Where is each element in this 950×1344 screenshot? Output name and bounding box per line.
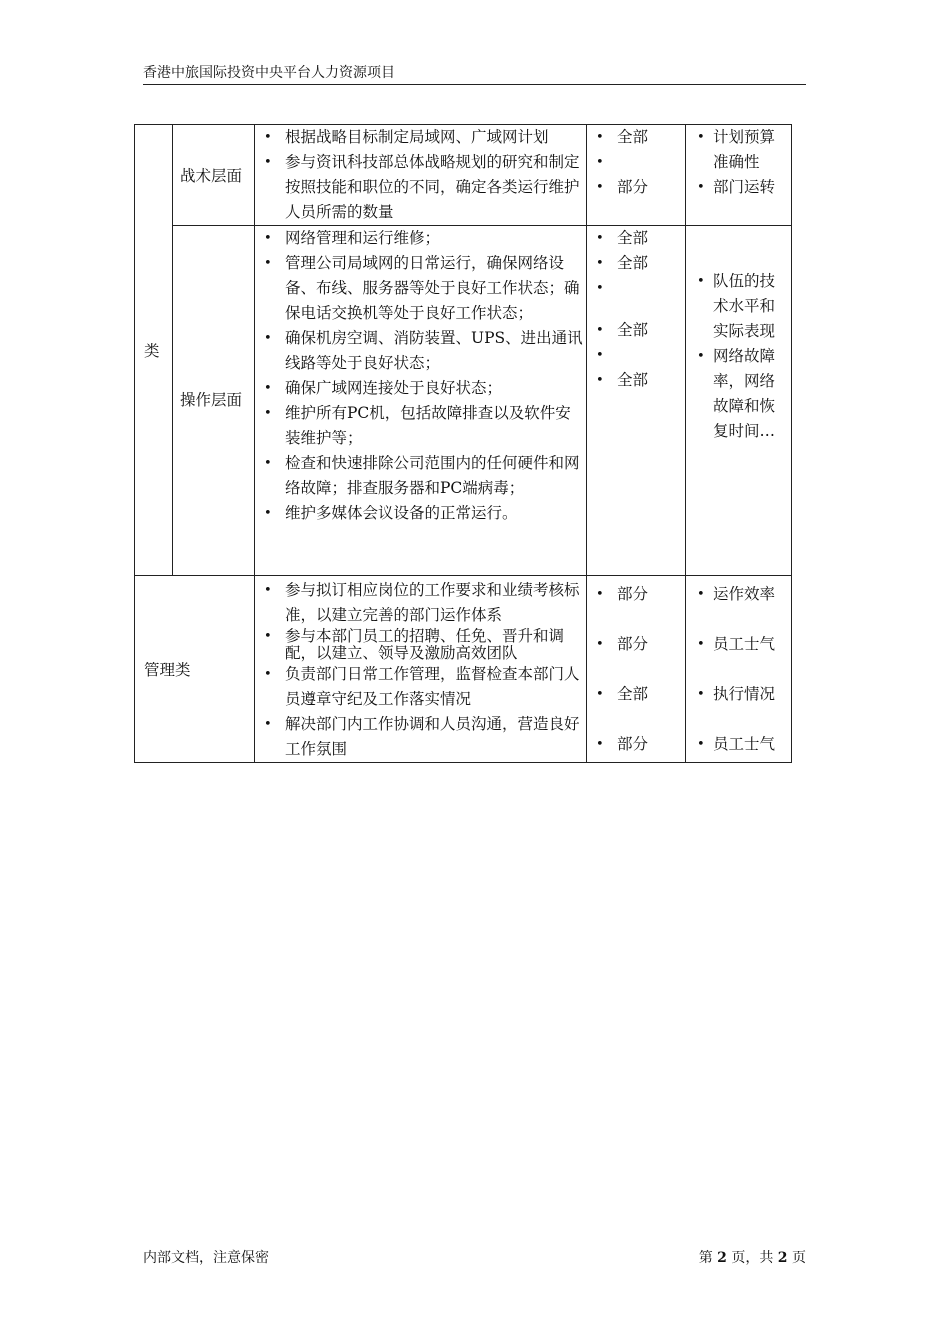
footer-confidential: 内部文档，注意保密 (143, 1250, 269, 1266)
list-item: • 管理公司局域网的日常运行，确保网络设备、布线、服务器等处于良好工作状态；确保电话交换机等处于良好工作状态； (255, 251, 586, 326)
list-item: • 部分 (587, 632, 685, 657)
duty-list-tactical (255, 125, 586, 225)
list-item: • 全部 (587, 682, 685, 707)
list-item: • 参与拟订相应岗位的工作要求和业绩考核标准，以建立完善的部门运作体系 (255, 578, 586, 628)
list-item: • 全部 (587, 251, 685, 276)
list-item: • 全部 (587, 226, 685, 251)
scope-list-operational (587, 226, 685, 393)
duties-cell-management (255, 576, 587, 763)
page-total: 2 (777, 1250, 788, 1266)
list-item: • 确保机房空调、消防装置、UPS、进出通讯线路等处于良好状态； (255, 326, 586, 376)
duties-cell-tactical (255, 125, 587, 226)
list-item: • 全部 (587, 318, 685, 343)
list-item: • 负责部门日常工作管理，监督检查本部门人员遵章守纪及工作落实情况 (255, 662, 586, 712)
page-prefix: 第 (698, 1250, 713, 1266)
list-item: • 参与资讯科技部总体战略规划的研究和制定按照技能和职位的不同，确定各类运行维护人员所需的数量 (255, 150, 586, 225)
metrics-list-operational (686, 269, 791, 444)
list-item: • 参与本部门员工的招聘、任免、晋升和调配，以建立、领导及激励高效团队 (255, 628, 586, 662)
metrics-cell-operational (686, 226, 792, 576)
list-item: • 网络管理和运行维修； (255, 226, 586, 251)
list-spacer (587, 343, 685, 368)
table-row-management (135, 576, 792, 763)
category-label: 类 (144, 342, 160, 360)
footer-page-number (699, 1247, 806, 1267)
page-current: 2 (717, 1250, 727, 1266)
list-spacer (587, 150, 685, 175)
duty-list-operational (255, 226, 586, 526)
header-title: 香港中旅国际投资中央平台人力资源项目 (143, 65, 395, 81)
level-cell-tactical (173, 125, 255, 226)
list-item: • 队伍的技术水平和实际表现 (686, 269, 791, 344)
category-label-management: 管理类 (144, 661, 191, 679)
level-label-operational: 操作层面 (180, 391, 243, 409)
list-item: • 全部 (587, 125, 685, 150)
list-item: • 维护多媒体会议设备的正常运行。 (255, 501, 586, 526)
duty-list-management (255, 576, 586, 762)
page-header (143, 64, 806, 85)
page-suffix: 页 (792, 1250, 806, 1266)
list-spacer (587, 276, 685, 318)
scope-cell-tactical (587, 125, 686, 226)
metrics-cell-tactical (686, 125, 792, 226)
table-row-tactical (135, 125, 792, 226)
list-item: • 检查和快速排除公司范围内的任何硬件和网络故障；排查服务器和PC端病毒； (255, 451, 586, 501)
metrics-list-management (686, 576, 791, 757)
list-item: • 维护所有PC机，包括故障排查以及软件安装维护等； (255, 401, 586, 451)
list-item: • 执行情况 (686, 682, 791, 707)
scope-list-management (587, 576, 685, 757)
list-item: • 部分 (587, 175, 685, 200)
scope-cell-operational (587, 226, 686, 576)
table-row-operational (135, 226, 792, 576)
list-item: • 全部 (587, 368, 685, 393)
list-item: • 员工士气 (686, 632, 791, 657)
duty-table (134, 124, 792, 763)
list-item: • 解决部门内工作协调和人员沟通，营造良好工作氛围 (255, 712, 586, 762)
scope-list-tactical (587, 125, 685, 200)
list-item: • 部分 (587, 732, 685, 757)
list-item: • 计划预算准确性 (686, 125, 791, 175)
duties-cell-operational (255, 226, 587, 576)
level-label-tactical: 战术层面 (180, 166, 243, 185)
category-cell-management (135, 576, 255, 763)
list-item: • 网络故障率，网络故障和恢复时间… (686, 344, 791, 444)
page-mid: 页，共 (731, 1250, 774, 1266)
scope-cell-management (587, 576, 686, 763)
level-cell-operational (173, 226, 255, 576)
metrics-list-tactical (686, 125, 791, 200)
list-item: • 运作效率 (686, 582, 791, 607)
list-item: • 部分 (587, 582, 685, 607)
category-cell-it (135, 125, 173, 576)
list-item: • 根据战略目标制定局域网、广域网计划 (255, 125, 586, 150)
list-item: • 确保广域网连接处于良好状态； (255, 376, 586, 401)
metrics-cell-management (686, 576, 792, 763)
list-item: • 员工士气 (686, 732, 791, 757)
list-item: • 部门运转 (686, 175, 791, 200)
